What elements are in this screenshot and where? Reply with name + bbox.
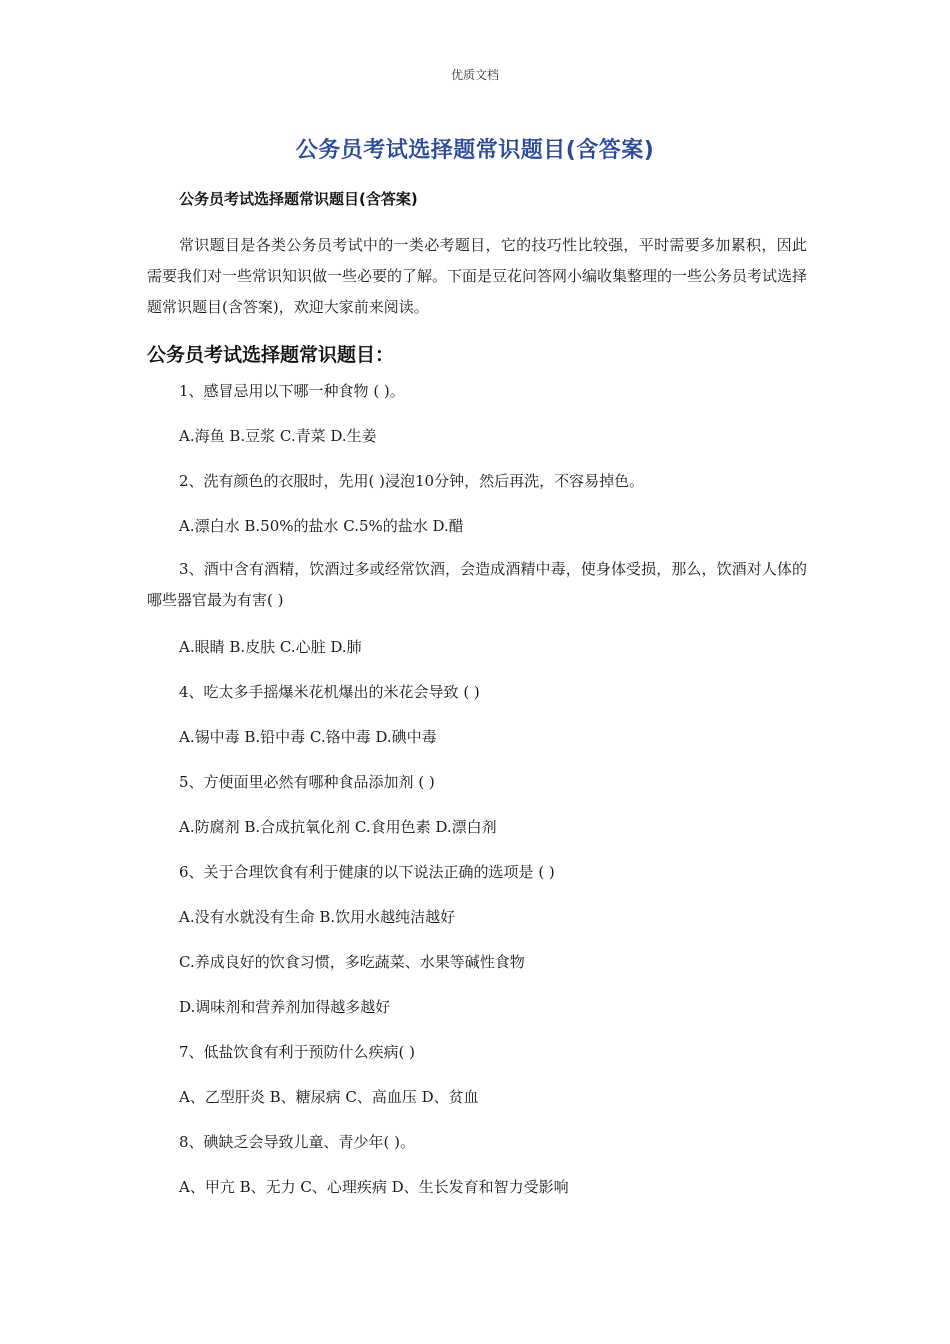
question-4: 4、吃太多手摇爆米花机爆出的米花会导致 ( ) [179,683,480,701]
question-1-options: A.海鱼 B.豆浆 C.青菜 D.生姜 [179,427,377,445]
question-6-option-ab: A.没有水就没有生命 B.饮用水越纯洁越好 [179,908,456,926]
question-2-options: A.漂白水 B.50%的盐水 C.5%的盐水 D.醋 [179,517,464,535]
question-8-options: A、甲亢 B、无力 C、心理疾病 D、生长发育和智力受影响 [179,1178,569,1196]
question-6-option-c: C.养成良好的饮食习惯，多吃蔬菜、水果等碱性食物 [179,953,525,971]
question-7-options: A、乙型肝炎 B、糖尿病 C、高血压 D、贫血 [179,1088,479,1106]
section-heading: 公务员考试选择题常识题目： [147,344,395,366]
header-mark: 优质文档 [450,68,499,82]
question-7: 7、低盐饮食有利于预防什么疾病( ) [179,1043,416,1061]
question-2: 2、洗有颜色的衣服时，先用( )浸泡10分钟，然后再洗，不容易掉色。 [179,472,645,490]
question-3-options: A.眼睛 B.皮肤 C.心脏 D.肺 [179,638,362,656]
question-3: 3、酒中含有酒精，饮酒过多或经常饮酒，会造成酒精中毒，使身体受损，那么，饮酒对人体的哪些器官最为有害( ) [147,560,807,609]
question-4-options: A.锡中毒 B.铅中毒 C.铬中毒 D.碘中毒 [179,728,437,746]
intro-paragraph: 常识题目是各类公务员考试中的一类必考题目，它的技巧性比较强，平时需要多加累积，因此需要我们对一些常识知识做一些必要的了解。下面是豆花问答网小编收集整理的一些公务员考试选择题常识题目(含答案)，欢迎大家前来阅读。 [147,236,808,316]
question-5-options: A.防腐剂 B.合成抗氧化剂 C.食用色素 D.漂白剂 [179,818,497,836]
document-title: 公务员考试选择题常识题目(含答案) [295,138,655,163]
question-1: 1、感冒忌用以下哪一种食物 ( )。 [179,382,405,400]
document-subtitle: 公务员考试选择题常识题目(含答案) [179,190,418,208]
question-5: 5、方便面里必然有哪种食品添加剂 ( ) [179,773,435,791]
question-6: 6、关于合理饮食有利于健康的以下说法正确的选项是 ( ) [179,863,555,881]
question-6-option-d: D.调味剂和营养剂加得越多越好 [179,998,391,1016]
question-8: 8、碘缺乏会导致儿童、青少年( )。 [179,1133,416,1151]
